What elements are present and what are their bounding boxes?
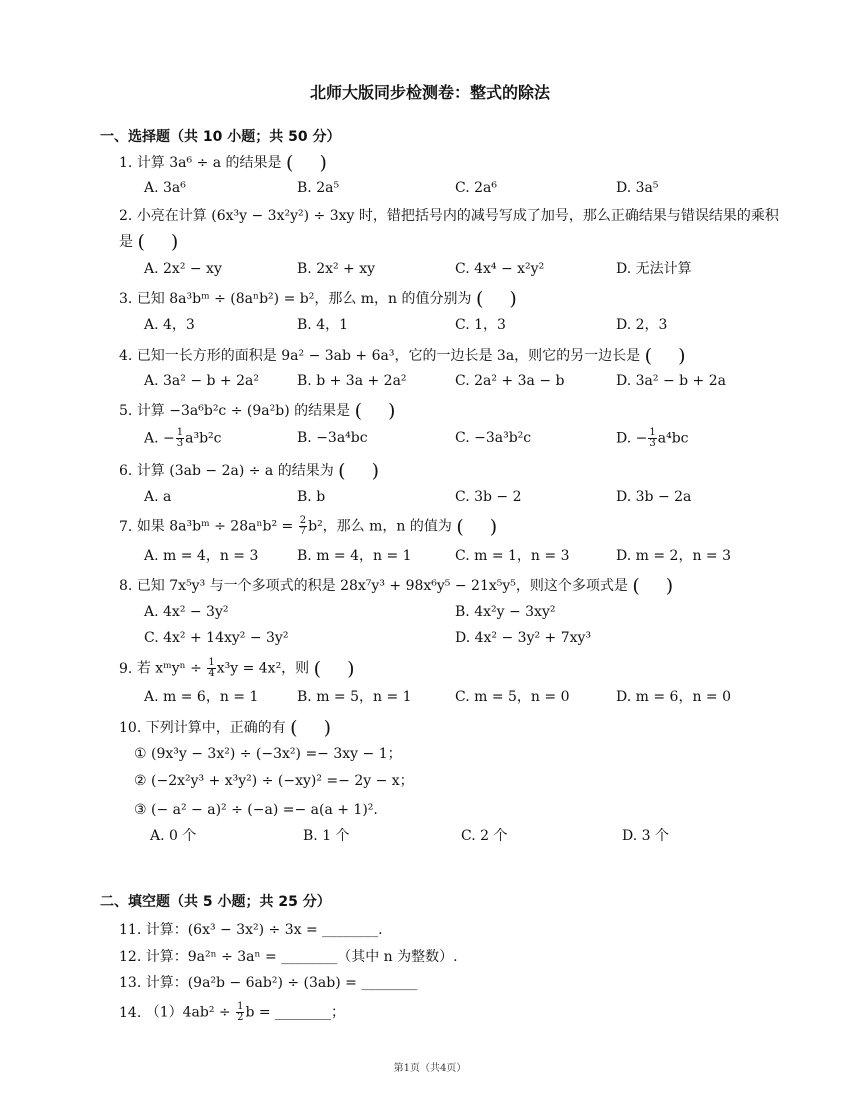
option-c: C. −3a³b²c bbox=[455, 430, 532, 446]
option-d: D. 无法计算 bbox=[616, 261, 692, 277]
option-b: B. 4，1 bbox=[297, 317, 349, 333]
question-8: 8. 已知 7x⁵y³ 与一个多项式的积是 28x⁷y³ + 98x⁶y⁵ − 21x⁵y⁵，则这个多项式是 ( ) bbox=[119, 575, 674, 597]
option-b: B. 4x²y − 3xy² bbox=[455, 604, 556, 620]
option-b: B. m = 5，n = 1 bbox=[297, 689, 412, 705]
option-a: A. 0 个 bbox=[150, 828, 197, 844]
option-d: D. 3b − 2a bbox=[616, 489, 692, 505]
question-2: 2. 小亮在计算 (6x³y − 3x²y²) ÷ 3xy 时，错把括号内的减号写成了加号，那么正确结果与错误结果的乘积是 ( ) bbox=[119, 208, 779, 253]
option-d: D. 3 个 bbox=[622, 828, 669, 844]
question-10: 10. 下列计算中，正确的有 ( ) bbox=[119, 717, 332, 739]
section-heading-fill: 二、填空题（共 5 小题；共 25 分） bbox=[100, 894, 331, 910]
option-c: C. 4x⁴ − x²y² bbox=[455, 261, 545, 277]
option-c: C. 1，3 bbox=[455, 317, 506, 333]
section-heading-choice: 一、选择题（共 10 小题；共 50 分） bbox=[100, 129, 341, 145]
option-d: D. m = 6，n = 0 bbox=[616, 689, 731, 705]
option-b: B. m = 4，n = 1 bbox=[297, 548, 412, 564]
fraction: $\frac{1}{3}$ bbox=[649, 427, 656, 449]
option-a: A. 4，3 bbox=[144, 317, 195, 333]
page-footer: 第1页（共4页） bbox=[393, 1063, 467, 1074]
statement-1: ① (9x³y − 3x²) ÷ (−3x²) =− 3xy − 1； bbox=[134, 746, 402, 762]
answer-paren: ( ) bbox=[290, 717, 332, 739]
question-5: 5. 计算 −3a⁶b²c ÷ (9a²b) 的结果是 ( ) bbox=[119, 400, 396, 422]
answer-paren: ( ) bbox=[354, 400, 396, 422]
fill-question-11: 11. 计算：(6x³ − 3x²) ÷ 3x = ________. bbox=[119, 922, 383, 938]
question-7: 7. 如果 8a³bᵐ ÷ 28aⁿb² = $\frac{2}{7}$ b²，那么 m，n 的值为 ( ) bbox=[119, 515, 498, 538]
option-d: D. − $\frac{1}{3}$ a⁴bc bbox=[616, 427, 689, 449]
question-3: 3. 已知 8a³bᵐ ÷ (8aⁿb²) = b²，那么 m，n 的值分别为 ( ) bbox=[119, 288, 517, 310]
option-c: C. 4x² + 14xy² − 3y² bbox=[144, 630, 289, 646]
answer-paren: ( ) bbox=[137, 231, 179, 253]
option-d: D. 3a² − b + 2a bbox=[616, 373, 726, 389]
answer-paren: ( ) bbox=[644, 345, 686, 367]
option-b: B. −3a⁴bc bbox=[297, 430, 368, 446]
option-b: B. b + 3a + 2a² bbox=[297, 373, 407, 389]
question-8-stem: 已知 7x⁵y³ 与一个多项式的积是 28x⁷y³ + 98x⁶y⁵ − 21x⁵y⁵，则这个多项式是 bbox=[136, 578, 628, 594]
answer-paren: ( ) bbox=[338, 460, 380, 482]
option-c: C. 2 个 bbox=[461, 828, 508, 844]
fill-question-13: 13. 计算：(9a²b − 6ab²) ÷ (3ab) = ________ bbox=[119, 975, 418, 991]
page-title: 北师大版同步检测卷：整式的除法 bbox=[309, 83, 550, 102]
option-c: C. 2a² + 3a − b bbox=[455, 373, 565, 389]
question-4-stem: 已知一长方形的面积是 9a² − 3ab + 6a³，它的一边长是 3a，则它的另一边长是 bbox=[136, 348, 641, 364]
option-a: A. − $\frac{1}{3}$ a³b²c bbox=[144, 427, 222, 449]
fraction: $\frac{2}{7}$ bbox=[299, 515, 307, 537]
statement-3: ③ (− a² − a)² ÷ (−a) =− a(a + 1)². bbox=[134, 802, 378, 818]
answer-paren: ( ) bbox=[456, 515, 498, 538]
option-b: B. b bbox=[297, 489, 326, 505]
option-c: C. 3b − 2 bbox=[455, 489, 522, 505]
option-c: C. m = 1，n = 3 bbox=[455, 548, 570, 564]
option-d: D. m = 2，n = 3 bbox=[616, 548, 731, 564]
option-d: D. 4x² − 3y² + 7xy³ bbox=[455, 630, 592, 646]
fill-question-12: 12. 计算：9a²ⁿ ÷ 3aⁿ = ________（其中 n 为整数）. bbox=[119, 949, 458, 965]
question-4: 4. 已知一长方形的面积是 9a² − 3ab + 6a³，它的一边长是 3a，则它的另一边长是 ( ) bbox=[119, 345, 686, 367]
option-a: A. a bbox=[144, 489, 172, 505]
question-9-stem: 若 xᵐyⁿ ÷ bbox=[136, 660, 207, 677]
question-6-stem: 计算 (3ab − 2a) ÷ a 的结果为 bbox=[136, 463, 334, 479]
question-3-stem: 已知 8a³bᵐ ÷ (8aⁿb²) = b²，那么 m，n 的值分别为 bbox=[136, 291, 472, 307]
option-b: B. 1 个 bbox=[303, 828, 350, 844]
question-10-stem: 下列计算中，正确的有 bbox=[145, 720, 286, 736]
option-a: A. 3a² − b + 2a² bbox=[144, 373, 259, 389]
fill-question-14: 14. （1）4ab² ÷ $\frac{1}{2}$ b = ________； bbox=[119, 1001, 346, 1023]
option-a: A. 2x² − xy bbox=[144, 261, 222, 277]
fraction: $\frac{1}{4}$ bbox=[208, 657, 215, 679]
option-b: B. 2x² + xy bbox=[297, 261, 376, 277]
option-a: A. 4x² − 3y² bbox=[144, 604, 229, 620]
answer-paren: ( ) bbox=[475, 288, 517, 310]
question-7-stem: 如果 8a³bᵐ ÷ 28aⁿb² = bbox=[136, 518, 298, 535]
option-d: D. 3a⁵ bbox=[616, 180, 659, 196]
answer-paren: ( ) bbox=[632, 575, 674, 597]
option-d: D. 2，3 bbox=[616, 317, 668, 333]
question-5-stem: 计算 −3a⁶b²c ÷ (9a²b) 的结果是 bbox=[136, 403, 351, 419]
question-6: 6. 计算 (3ab − 2a) ÷ a 的结果为 ( ) bbox=[119, 460, 380, 482]
question-2-stem: 小亮在计算 (6x³y − 3x²y²) ÷ 3xy 时，错把括号内的减号写成了加号，那么正确结果与错误结果的乘积是 bbox=[119, 208, 779, 250]
option-c: C. 2a⁶ bbox=[455, 180, 497, 196]
question-9: 9. 若 xᵐyⁿ ÷ $\frac{1}{4}$ x³y = 4x²，则 ( ) bbox=[119, 657, 355, 680]
question-1-stem: 计算 3a⁶ ÷ a 的结果是 bbox=[136, 155, 282, 171]
option-b: B. 2a⁵ bbox=[297, 180, 340, 196]
option-a: A. 3a⁶ bbox=[144, 180, 186, 196]
question-1: 1. 计算 3a⁶ ÷ a 的结果是 ( ) bbox=[119, 152, 327, 174]
statement-2: ② (−2x²y³ + x³y²) ÷ (−xy)² =− 2y − x； bbox=[134, 773, 414, 789]
option-c: C. m = 5，n = 0 bbox=[455, 689, 570, 705]
answer-paren: ( ) bbox=[286, 152, 327, 174]
option-a: A. m = 4，n = 3 bbox=[144, 548, 259, 564]
option-a: A. m = 6，n = 1 bbox=[144, 689, 259, 705]
fraction: $\frac{1}{3}$ bbox=[176, 427, 184, 449]
answer-paren: ( ) bbox=[313, 657, 355, 680]
fraction: $\frac{1}{2}$ bbox=[237, 1001, 244, 1023]
